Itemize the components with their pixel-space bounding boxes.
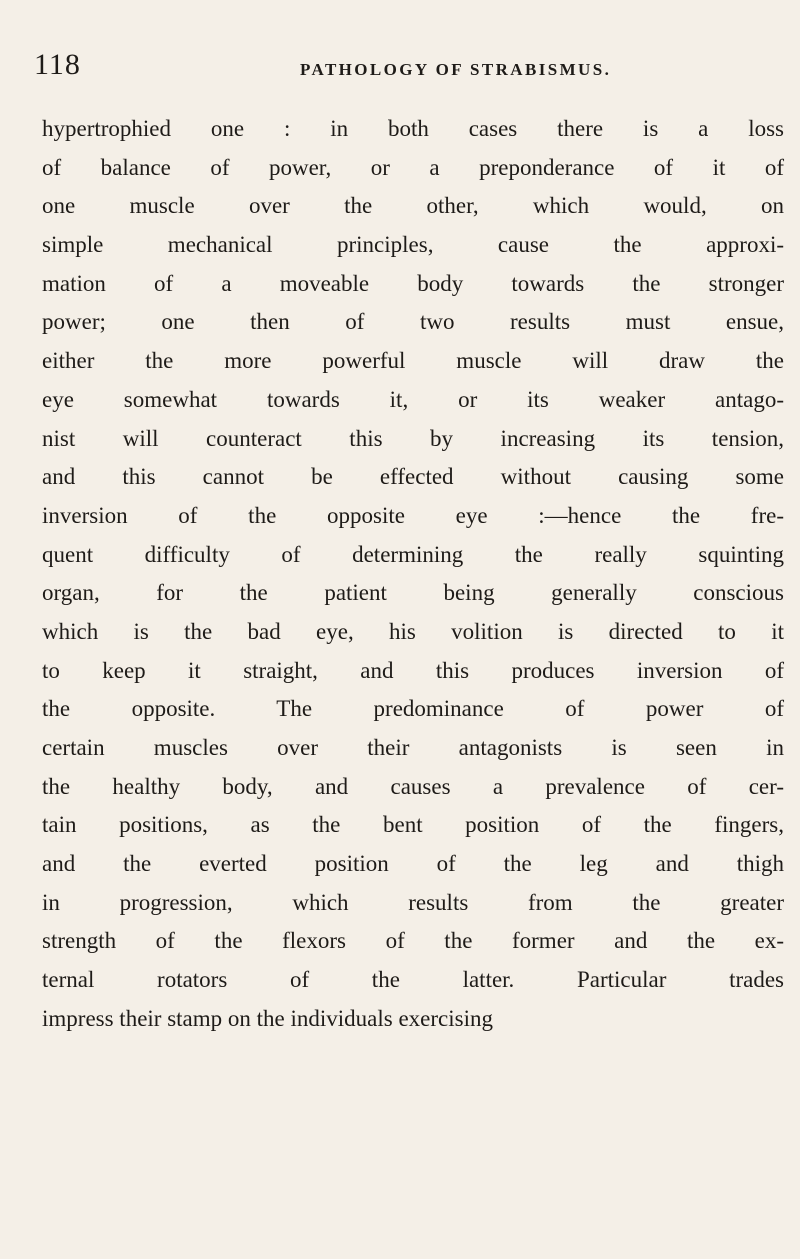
text-line: which is the bad eye, his volition is directed to it [42, 618, 784, 644]
text-line: strength of the flexors of the former and the ex- [42, 928, 784, 954]
text-line: of balance of power, or a preponderance of it of [42, 154, 784, 180]
page-header [0, 48, 800, 88]
text-line: quent difficulty of determining the really squinting [42, 541, 784, 567]
text-line: the healthy body, and causes a prevalence of cer- [42, 773, 784, 799]
text-line: and this cannot be effected without causing some [42, 464, 784, 490]
text-line: eye somewhat towards it, or its weaker antago- [42, 386, 784, 412]
text-line: mation of a moveable body towards the stronger [42, 270, 784, 296]
page-number: 118 [34, 48, 81, 81]
text-line: and the everted position of the leg and thigh [42, 851, 784, 877]
text-line: one muscle over the other, which would, on [42, 193, 784, 219]
text-line: certain muscles over their antagonists is seen in [42, 735, 784, 760]
text-line: inversion of the opposite eye :—hence the fre- [42, 502, 784, 528]
text-line: simple mechanical principles, cause the approxi- [42, 232, 784, 258]
text-line: ternal rotators of the latter. Particular trades [42, 967, 784, 993]
text-line: hypertrophied one : in both cases there is a loss [42, 116, 784, 141]
text-line: the opposite. The predominance of power of [42, 696, 784, 722]
text-line: either the more powerful muscle will draw the [42, 348, 784, 374]
text-line: power; one then of two results must ensue, [42, 309, 784, 335]
text-line: organ, for the patient being generally conscious [42, 580, 784, 606]
text-line: tain positions, as the bent position of the fingers, [42, 812, 784, 838]
text-line: nist will counteract this by increasing its tension, [42, 425, 784, 451]
running-head: PATHOLOGY OF STRABISMUS. [300, 60, 612, 79]
text-line: to keep it straight, and this produces inversion of [42, 657, 784, 683]
text-line: in progression, which results from the greater [42, 889, 784, 915]
text-line: impress their stamp on the individuals exercising [42, 1005, 493, 1031]
body-text [42, 110, 784, 1039]
